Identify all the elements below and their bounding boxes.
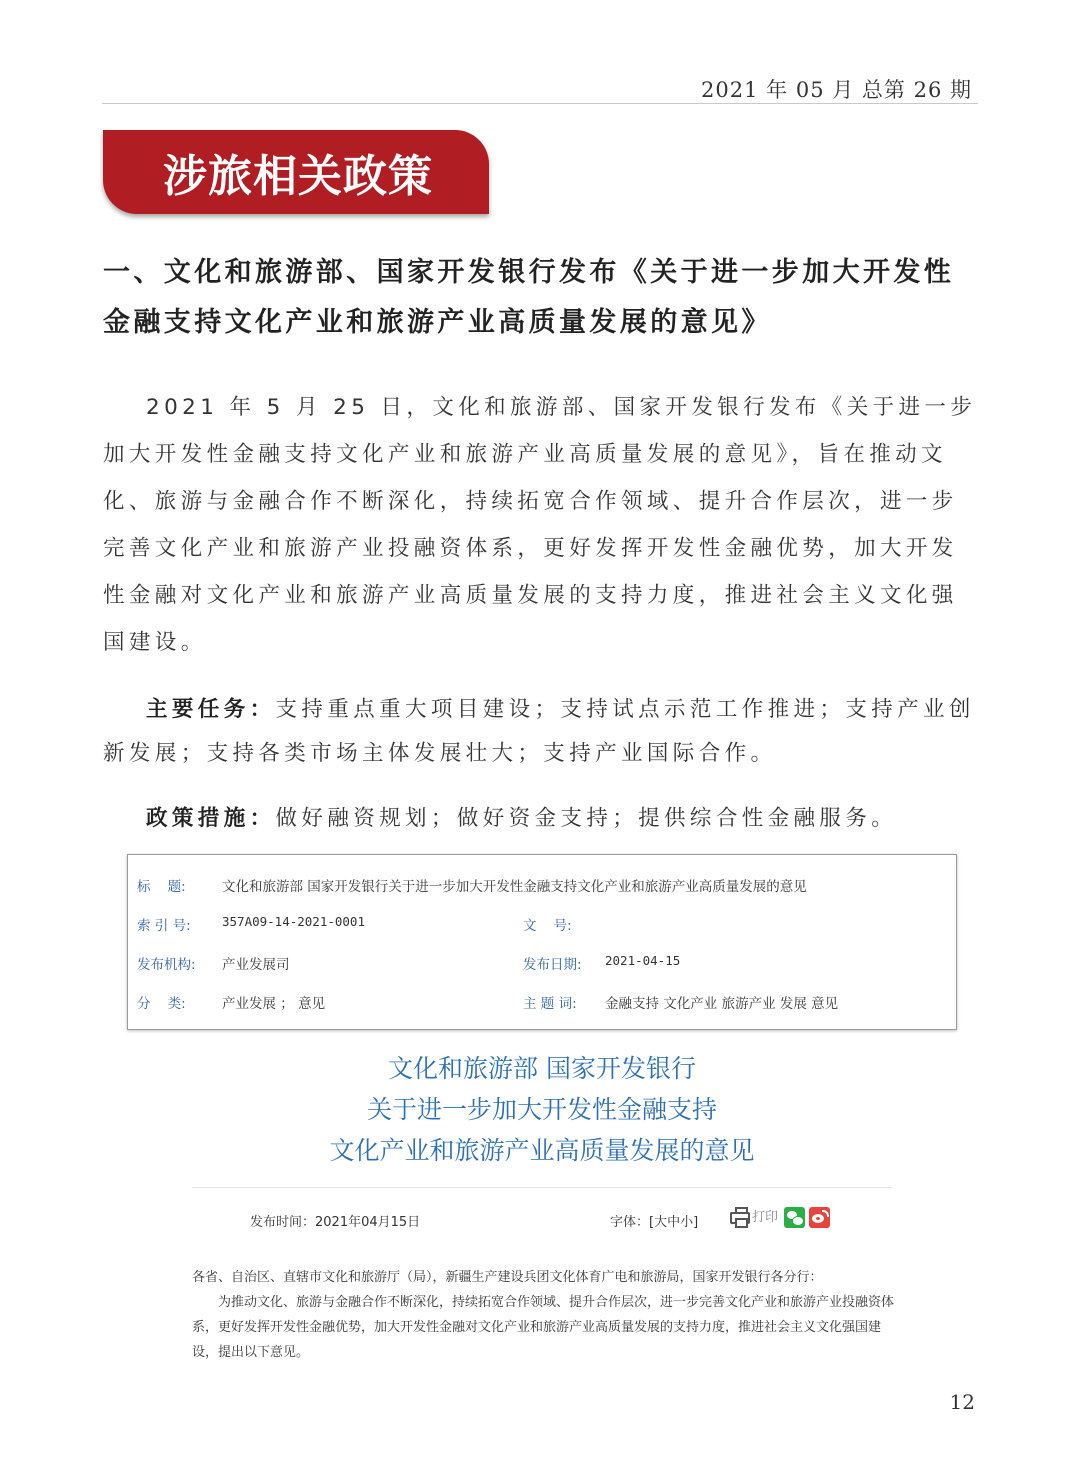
meta-org-value: 产业发展司 [222,957,290,973]
meta-title-value: 文化和旅游部 国家开发银行关于进一步加大开发性金融支持文化产业和旅游产业高质量发展的意见 [222,879,807,895]
header-divider [102,103,978,104]
meta-category-label: 分 类: [137,996,186,1012]
wechat-share-icon[interactable] [784,1207,805,1228]
print-label: 打印 [752,1210,779,1225]
meta-date-label: 发布日期: [523,957,582,973]
document-title-line: 关于进一步加大开发性金融支持 [366,1095,717,1124]
issue-info: 2021 年 05 月 总第 26 期 [701,78,972,102]
meta-row-org [128,953,956,973]
document-title [192,1048,892,1171]
meta-row-title [128,875,956,895]
print-icon [730,1207,750,1225]
tasks-text: 支持重点重大项目建设；支持试点示范工作推进；支持产业创新发展；支持各类市场主体发展壮大；支持产业国际合作。 [103,697,975,766]
section-tag-label: 涉旅相关政策 [163,151,433,202]
weibo-share-icon[interactable] [809,1207,830,1228]
measures-label: 政策措施： [146,806,276,831]
intro-paragraph: 2021 年 5 月 25 日，文化和旅游部、国家开发银行发布《关于进一步加大开发性金融支持文化产业和旅游产业高质量发展的意见》，旨在推动文化、旅游与金融合作不断深化，持续拓宽合作领域、提升合作层次，进一步完善文化产业和旅游产业投融资体系，更好发挥开发性金融优势，加大开发性金融对文化产业和旅游产业高质量发展的支持力度，推进社会主义文化强国建设。 [103,395,977,655]
meta-title-label: 标 题: [137,879,186,895]
meta-keywords-value: 金融支持 文化产业 旅游产业 发展 意见 [605,996,839,1012]
measures-paragraph [103,797,979,841]
toolbar-divider [192,1187,892,1188]
notice-text [192,1265,897,1365]
document-title-line: 文化和旅游部 国家开发银行 [388,1054,696,1083]
meta-row-index [128,914,956,934]
document-metadata-box [127,854,957,1030]
meta-index-value: 357A09-14-2021-0001 [222,914,365,929]
tasks-label: 主要任务： [146,697,276,722]
notice-addressee: 各省、自治区、直辖市文化和旅游厅（局），新疆生产建设兵团文化体育广电和旅游局，国家开发银行各分行： [192,1270,823,1285]
notice-body: 为推动文化、旅游与金融合作不断深化，持续拓宽合作领域、提升合作层次，进一步完善文化产业和旅游产业投融资体系，更好发挥开发性金融优势，加大开发性金融对文化产业和旅游产业高质量发展的支持力度，推进社会主义文化强国建设，提出以下意见。 [192,1295,895,1360]
article-heading: 一、文化和旅游部、国家开发银行发布《关于进一步加大开发性金融支持文化产业和旅游产业高质量发展的意见》 [103,257,955,338]
section-tag [103,130,489,214]
page-number: 12 [949,1390,975,1414]
font-size-control[interactable]: 字体：[大中小] [610,1215,699,1230]
publish-time: 发布时间：2021年04月15日 [250,1215,421,1230]
meta-org-label: 发布机构: [137,957,196,973]
meta-date-value: 2021-04-15 [605,953,681,968]
measures-text: 做好融资规划；做好资金支持；提供综合性金融服务。 [275,806,898,831]
meta-docno-label: 文 号: [523,918,572,934]
tasks-paragraph [103,688,979,776]
meta-index-label: 索 引 号: [137,918,191,934]
meta-keywords-label: 主 题 词: [523,996,577,1012]
print-button[interactable] [730,1206,778,1225]
document-title-line: 文化产业和旅游产业高质量发展的意见 [329,1136,755,1165]
document-toolbar [192,1206,892,1232]
meta-category-value: 产业发展 ； 意见 [222,996,326,1012]
meta-row-category [128,992,956,1012]
